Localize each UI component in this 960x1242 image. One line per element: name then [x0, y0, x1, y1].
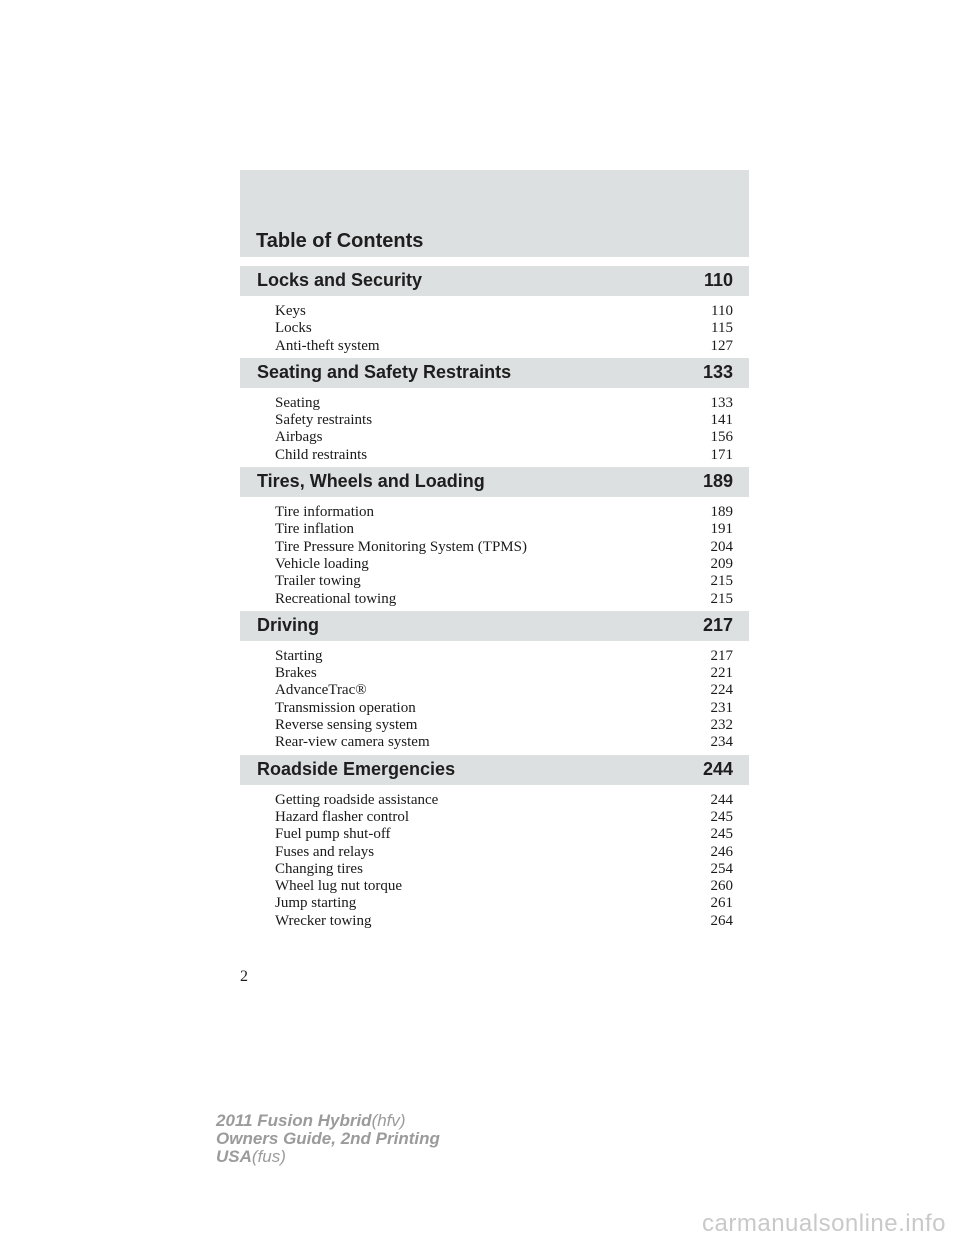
entry-page: 254 — [710, 860, 733, 877]
footer-model-code: (hfv) — [371, 1111, 406, 1130]
toc-entry[interactable] — [240, 573, 749, 590]
section-header[interactable] — [240, 755, 749, 785]
entry-page: 260 — [710, 878, 733, 895]
entry-label: Safety restraints — [275, 412, 373, 429]
section-title: Roadside Emergencies — [257, 758, 456, 779]
entry-page: 245 — [710, 808, 733, 825]
entry-page: 224 — [710, 682, 733, 699]
entry-label: AdvanceTrac® — [275, 682, 367, 699]
entry-page: 141 — [710, 412, 733, 429]
entry-page: 156 — [710, 429, 733, 446]
toc-entry[interactable] — [240, 844, 749, 861]
entry-label: Anti-theft system — [275, 337, 380, 354]
footer-guide: Owners Guide, 2nd Printing — [216, 1129, 440, 1148]
entry-label: Getting roadside assistance — [275, 791, 439, 808]
entry-page: 261 — [710, 895, 733, 912]
toc-entry[interactable] — [240, 792, 749, 809]
entry-page: 204 — [710, 538, 733, 555]
entry-page: 246 — [710, 843, 733, 860]
entry-page: 245 — [710, 826, 733, 843]
toc-entry[interactable] — [240, 648, 749, 665]
entry-page: 264 — [710, 912, 733, 929]
section-title: Seating and Safety Restraints — [257, 361, 512, 382]
entry-page: 171 — [710, 446, 733, 463]
entry-label: Child restraints — [275, 446, 368, 463]
section-entries — [240, 296, 749, 355]
page-number: 2 — [240, 968, 248, 985]
entry-label: Jump starting — [275, 895, 357, 912]
toc-sections — [240, 266, 749, 933]
toc-entry[interactable] — [240, 320, 749, 337]
section-title: Driving — [257, 614, 320, 635]
section-header[interactable] — [240, 611, 749, 641]
entry-page: 189 — [710, 504, 733, 521]
entry-label: Changing tires — [275, 860, 363, 877]
section-title: Tires, Wheels and Loading — [257, 471, 485, 492]
footer-market-code: (fus) — [251, 1147, 286, 1166]
toc-entry[interactable] — [240, 521, 749, 538]
toc-entry[interactable] — [240, 700, 749, 717]
section-title: Locks and Security — [257, 270, 423, 290]
toc-entry[interactable] — [240, 303, 749, 320]
toc-entry[interactable] — [240, 338, 749, 355]
section-entries — [240, 388, 749, 464]
section-page: 133 — [702, 361, 733, 382]
toc-entry[interactable] — [240, 556, 749, 573]
toc-entry[interactable] — [240, 504, 749, 521]
section-header[interactable] — [240, 358, 749, 388]
section-page: 110 — [703, 270, 733, 290]
entry-label: Tire inflation — [275, 521, 355, 538]
entry-label: Trailer towing — [275, 573, 361, 590]
entry-label: Fuel pump shut-off — [275, 826, 391, 843]
section-page: 189 — [702, 471, 733, 492]
entry-page: 215 — [710, 590, 733, 607]
footer-model: 2011 Fusion Hybrid — [216, 1111, 372, 1130]
entry-page: 110 — [711, 303, 733, 319]
section-header[interactable] — [240, 467, 749, 497]
entry-page: 244 — [710, 791, 733, 808]
footer-market: USA — [216, 1147, 252, 1166]
page-title: Table of Contents — [256, 230, 424, 252]
entry-label: Wheel lug nut torque — [275, 878, 403, 895]
entry-page: 215 — [710, 573, 733, 590]
toc-entry[interactable] — [240, 447, 749, 464]
entry-label: Recreational towing — [275, 590, 397, 607]
entry-label: Wrecker towing — [275, 912, 372, 929]
entry-label: Starting — [275, 647, 323, 664]
toc-entry[interactable] — [240, 682, 749, 699]
toc-entry[interactable] — [240, 861, 749, 878]
entry-page: 115 — [711, 320, 733, 337]
entry-label: Brakes — [275, 665, 317, 682]
entry-label: Rear-view camera system — [275, 734, 430, 751]
entry-page: 221 — [710, 665, 733, 682]
entry-label: Tire Pressure Monitoring System (TPMS) — [275, 538, 527, 555]
toc-entry[interactable] — [240, 913, 749, 930]
entry-label: Seating — [275, 394, 320, 411]
toc-entry[interactable] — [240, 717, 749, 734]
toc-entry[interactable] — [240, 734, 749, 751]
toc-entry[interactable] — [240, 412, 749, 429]
entry-label: Airbags — [275, 429, 323, 446]
footer — [216, 1112, 440, 1166]
toc-entry[interactable] — [240, 591, 749, 608]
section-page: 217 — [702, 614, 733, 635]
section-entries — [240, 497, 749, 608]
entry-page: 191 — [710, 521, 733, 538]
section-page: 244 — [702, 758, 733, 779]
section-header[interactable] — [240, 266, 749, 296]
toc-entry[interactable] — [240, 878, 749, 895]
toc-entry[interactable] — [240, 826, 749, 843]
entry-page: 232 — [710, 717, 733, 734]
entry-label: Fuses and relays — [275, 843, 375, 860]
entry-page: 217 — [710, 647, 733, 664]
entry-label: Tire information — [275, 504, 375, 521]
toc-entry[interactable] — [240, 429, 749, 446]
entry-page: 231 — [710, 699, 733, 716]
toc-entry[interactable] — [240, 539, 749, 556]
entry-page: 127 — [710, 337, 733, 354]
entry-page: 209 — [710, 555, 733, 572]
entry-page: 234 — [710, 734, 733, 751]
entry-label: Reverse sensing system — [275, 717, 418, 734]
toc-entry[interactable] — [240, 395, 749, 412]
entry-label: Vehicle loading — [275, 555, 369, 572]
entry-page: 133 — [710, 394, 733, 411]
entry-label: Keys — [275, 303, 306, 319]
toc-entry[interactable] — [240, 895, 749, 912]
watermark: carmanualsonline.info — [702, 1210, 946, 1237]
section-entries — [240, 785, 749, 930]
toc-entry[interactable] — [240, 665, 749, 682]
toc-header-box — [240, 170, 749, 257]
toc-entry[interactable] — [240, 809, 749, 826]
entry-label: Transmission operation — [275, 699, 416, 716]
section-entries — [240, 641, 749, 752]
entry-label: Locks — [275, 320, 312, 337]
entry-label: Hazard flasher control — [275, 808, 410, 825]
